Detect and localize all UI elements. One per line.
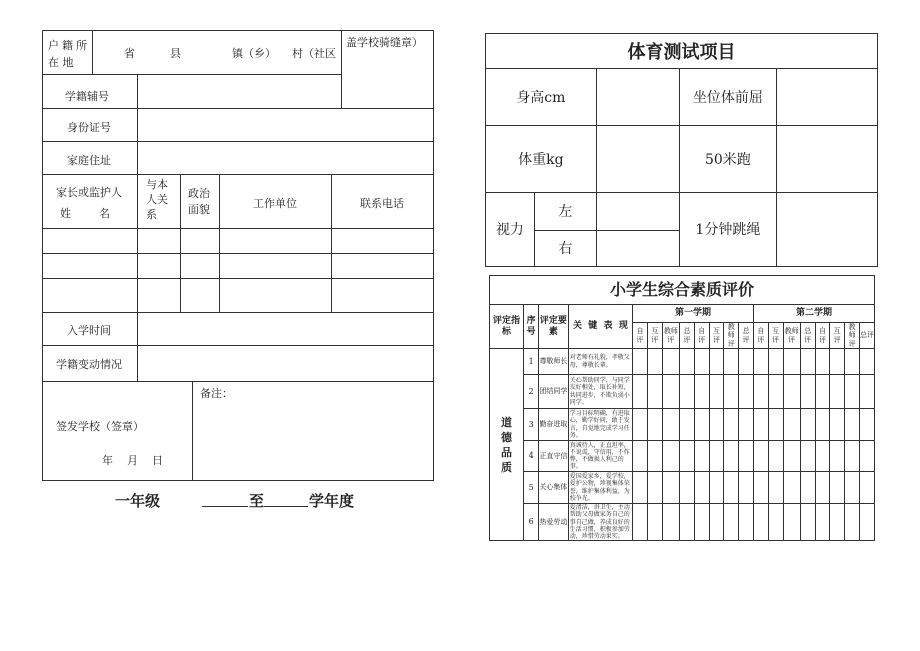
row-description: 真诚待人，正直坦率，不说谎，守信用，不作弊，不做损人利己的事。 bbox=[568, 441, 632, 472]
vision-label: 视力 bbox=[486, 192, 535, 266]
indicator-header: 评定指标 bbox=[490, 305, 524, 349]
evaluation-cell[interactable] bbox=[859, 349, 874, 375]
address-province: 省 bbox=[124, 47, 135, 60]
row-element: 关心集体 bbox=[539, 472, 569, 504]
run50-value-cell bbox=[777, 126, 878, 192]
evaluation-cell[interactable] bbox=[633, 409, 648, 441]
evaluation-cell[interactable] bbox=[739, 504, 754, 541]
evaluation-cell[interactable] bbox=[633, 472, 648, 504]
term1-peer-eval-b: 互评 bbox=[709, 323, 724, 349]
row-number: 1 bbox=[524, 349, 539, 375]
evaluation-cell[interactable] bbox=[753, 409, 768, 441]
evaluation-cell[interactable] bbox=[815, 441, 830, 472]
run50-label: 50米跑 bbox=[679, 126, 777, 192]
vision-right-value-cell bbox=[596, 230, 679, 266]
start-year-blank bbox=[202, 506, 248, 507]
element-header: 评定要素 bbox=[539, 305, 569, 349]
evaluation-cell[interactable] bbox=[633, 441, 648, 472]
evaluation-cell[interactable] bbox=[783, 375, 800, 409]
evaluation-cell[interactable] bbox=[694, 409, 709, 441]
address-county: 县 bbox=[170, 47, 181, 60]
quality-row bbox=[490, 472, 875, 504]
height-label: 身高cm bbox=[486, 69, 597, 126]
end-year-blank bbox=[264, 506, 308, 507]
evaluation-cell[interactable] bbox=[709, 409, 724, 441]
evaluation-cell[interactable] bbox=[633, 504, 648, 541]
evaluation-cell[interactable] bbox=[830, 504, 845, 541]
evaluation-cell[interactable] bbox=[815, 472, 830, 504]
quality-row bbox=[490, 375, 875, 409]
term2-total-eval: 总评 bbox=[800, 323, 815, 349]
evaluation-cell[interactable] bbox=[724, 504, 739, 541]
evaluation-cell[interactable] bbox=[800, 504, 815, 541]
term1-total-eval-b: 总评 bbox=[739, 323, 754, 349]
guardian-label-line2: 姓 名 bbox=[60, 207, 110, 220]
evaluation-cell[interactable] bbox=[859, 504, 874, 541]
evaluation-cell[interactable] bbox=[830, 472, 845, 504]
evaluation-cell[interactable] bbox=[859, 409, 874, 441]
weight-label: 体重kg bbox=[486, 126, 597, 192]
evaluation-cell[interactable] bbox=[800, 375, 815, 409]
term2-peer-eval-b: 互评 bbox=[830, 323, 845, 349]
evaluation-cell[interactable] bbox=[647, 349, 662, 375]
evaluation-cell[interactable] bbox=[830, 375, 845, 409]
evaluation-cell[interactable] bbox=[680, 349, 695, 375]
term1-self-eval: 自评 bbox=[633, 323, 648, 349]
evaluation-cell[interactable] bbox=[647, 375, 662, 409]
evaluation-cell[interactable] bbox=[800, 409, 815, 441]
evaluation-cell[interactable] bbox=[709, 504, 724, 541]
evaluation-cell[interactable] bbox=[739, 441, 754, 472]
vision-left-label: 左 bbox=[534, 192, 596, 230]
evaluation-cell[interactable] bbox=[709, 375, 724, 409]
term1-total-eval: 总评 bbox=[680, 323, 695, 349]
row-element: 正直守信 bbox=[539, 441, 569, 472]
to-label: 至 bbox=[249, 492, 265, 510]
evaluation-cell[interactable] bbox=[753, 504, 768, 541]
rope-value-cell bbox=[777, 192, 878, 266]
evaluation-cell[interactable] bbox=[830, 409, 845, 441]
workplace-header: 工作单位 bbox=[253, 197, 297, 210]
term2-total-eval-b: 总评 bbox=[859, 323, 874, 349]
grade-label: 一年级 bbox=[115, 492, 161, 510]
evaluation-cell[interactable] bbox=[694, 472, 709, 504]
evaluation-cell[interactable] bbox=[845, 375, 860, 409]
row-number: 6 bbox=[524, 504, 539, 541]
evaluation-cell[interactable] bbox=[859, 441, 874, 472]
evaluation-cell[interactable] bbox=[633, 375, 648, 409]
evaluation-cell[interactable] bbox=[845, 409, 860, 441]
row-element: 尊敬师长 bbox=[539, 349, 569, 375]
address-village: 村（社区 bbox=[292, 47, 336, 60]
row-number: 2 bbox=[524, 375, 539, 409]
evaluation-cell[interactable] bbox=[859, 472, 874, 504]
year-label: 学年度 bbox=[309, 492, 355, 510]
evaluation-cell[interactable] bbox=[753, 441, 768, 472]
vision-left-value-cell bbox=[596, 192, 679, 230]
term2-peer-eval: 互评 bbox=[768, 323, 783, 349]
evaluation-cell[interactable] bbox=[647, 409, 662, 441]
evaluation-cell[interactable] bbox=[783, 504, 800, 541]
quality-row bbox=[490, 441, 875, 472]
rope-label: 1分钟跳绳 bbox=[679, 192, 777, 266]
row-number: 5 bbox=[524, 472, 539, 504]
evaluation-cell[interactable] bbox=[680, 472, 695, 504]
term1-self-eval-b: 自评 bbox=[694, 323, 709, 349]
height-value-cell bbox=[596, 69, 679, 126]
evaluation-cell[interactable] bbox=[845, 472, 860, 504]
row-description: 对老师有礼貌，孝敬父母，尊敬长辈。 bbox=[568, 349, 632, 375]
evaluation-cell[interactable] bbox=[753, 349, 768, 375]
evaluation-cell[interactable] bbox=[680, 504, 695, 541]
evaluation-cell[interactable] bbox=[859, 375, 874, 409]
evaluation-cell[interactable] bbox=[768, 472, 783, 504]
evaluation-cell[interactable] bbox=[830, 349, 845, 375]
enroll-label: 入学时间 bbox=[67, 324, 111, 337]
evaluation-cell[interactable] bbox=[709, 349, 724, 375]
evaluation-cell[interactable] bbox=[709, 441, 724, 472]
category-moral-quality: 道 德 品 质 bbox=[490, 349, 524, 541]
term1-teacher-eval: 教师评 bbox=[662, 323, 679, 349]
weight-value-cell bbox=[596, 126, 679, 192]
home-label: 家庭住址 bbox=[67, 154, 111, 167]
term2-teacher-eval-b: 教师评 bbox=[845, 323, 860, 349]
no-header: 序号 bbox=[524, 305, 539, 349]
evaluation-cell[interactable] bbox=[845, 441, 860, 472]
evaluation-cell[interactable] bbox=[815, 409, 830, 441]
political-header: 政治 面貌 bbox=[188, 187, 210, 216]
evaluation-cell[interactable] bbox=[845, 349, 860, 375]
evaluation-cell[interactable] bbox=[662, 409, 679, 441]
evaluation-cell[interactable] bbox=[768, 409, 783, 441]
evaluation-cell[interactable] bbox=[845, 504, 860, 541]
evaluation-cell[interactable] bbox=[724, 472, 739, 504]
evaluation-cell[interactable] bbox=[662, 375, 679, 409]
evaluation-cell[interactable] bbox=[739, 349, 754, 375]
evaluation-cell[interactable] bbox=[783, 472, 800, 504]
evaluation-cell[interactable] bbox=[647, 504, 662, 541]
huji-label-line2: 在 地 bbox=[48, 56, 74, 69]
evaluation-cell[interactable] bbox=[815, 349, 830, 375]
term2-self-eval-b: 自评 bbox=[815, 323, 830, 349]
evaluation-cell[interactable] bbox=[647, 441, 662, 472]
evaluation-cell[interactable] bbox=[815, 375, 830, 409]
evaluation-cell[interactable] bbox=[768, 504, 783, 541]
remark-label: 备注： bbox=[200, 387, 233, 400]
evaluation-cell[interactable] bbox=[800, 441, 815, 472]
evaluation-cell[interactable] bbox=[724, 349, 739, 375]
quality-row bbox=[490, 349, 875, 375]
evaluation-cell[interactable] bbox=[662, 472, 679, 504]
evaluation-cell[interactable] bbox=[694, 349, 709, 375]
sit-reach-value-cell bbox=[777, 69, 878, 126]
row-element: 团结同学 bbox=[539, 375, 569, 409]
evaluation-cell[interactable] bbox=[680, 375, 695, 409]
student-no-label: 学籍辅号 bbox=[65, 90, 109, 103]
term2-self-eval: 自评 bbox=[753, 323, 768, 349]
evaluation-cell[interactable] bbox=[753, 375, 768, 409]
pe-title: 体育测试项目 bbox=[486, 34, 878, 69]
evaluation-cell[interactable] bbox=[783, 441, 800, 472]
evaluation-cell[interactable] bbox=[739, 375, 754, 409]
evaluation-cell[interactable] bbox=[768, 349, 783, 375]
term2-header: 第二学期 bbox=[753, 305, 874, 323]
row-description: 关心帮助同学，与同学友好相处，取长补短，共同进步，不欺负弱小同学。 bbox=[568, 375, 632, 409]
evaluation-cell[interactable] bbox=[783, 349, 800, 375]
quality-title: 小学生综合素质评价 bbox=[490, 276, 875, 305]
quality-eval-table bbox=[489, 275, 875, 541]
term1-header: 第一学期 bbox=[633, 305, 754, 323]
evaluation-cell[interactable] bbox=[768, 441, 783, 472]
id-label: 身份证号 bbox=[67, 121, 111, 134]
evaluation-cell[interactable] bbox=[768, 375, 783, 409]
evaluation-cell[interactable] bbox=[753, 472, 768, 504]
evaluation-cell[interactable] bbox=[800, 349, 815, 375]
term1-peer-eval: 互评 bbox=[647, 323, 662, 349]
huji-label-line1: 户籍所 bbox=[48, 39, 90, 52]
performance-header: 关 键 表 现 bbox=[568, 305, 632, 349]
evaluation-cell[interactable] bbox=[662, 441, 679, 472]
evaluation-cell[interactable] bbox=[662, 349, 679, 375]
row-description: 爱国爱家乡，爱学校，爱护公物，珍视集体荣誉，维护集体利益，为校争光。 bbox=[568, 472, 632, 504]
evaluation-cell[interactable] bbox=[724, 409, 739, 441]
evaluation-cell[interactable] bbox=[680, 441, 695, 472]
evaluation-cell[interactable] bbox=[724, 375, 739, 409]
row-number: 4 bbox=[524, 441, 539, 472]
evaluation-cell[interactable] bbox=[739, 409, 754, 441]
evaluation-cell[interactable] bbox=[724, 441, 739, 472]
evaluation-cell[interactable] bbox=[633, 349, 648, 375]
evaluation-cell[interactable] bbox=[680, 409, 695, 441]
evaluation-cell[interactable] bbox=[815, 504, 830, 541]
row-element: 热爱劳动 bbox=[539, 504, 569, 541]
evaluation-cell[interactable] bbox=[709, 472, 724, 504]
date-label: 年 月 日 bbox=[102, 454, 163, 467]
term1-teacher-eval-b: 教师评 bbox=[724, 323, 739, 349]
change-label: 学籍变动情况 bbox=[56, 358, 122, 371]
row-element: 勤奋进取 bbox=[539, 409, 569, 441]
evaluation-cell[interactable] bbox=[800, 472, 815, 504]
row-number: 3 bbox=[524, 409, 539, 441]
pe-test-table bbox=[485, 33, 878, 267]
evaluation-cell[interactable] bbox=[830, 441, 845, 472]
issuer-label: 签发学校（签章） bbox=[56, 420, 144, 433]
vision-right-label: 右 bbox=[534, 230, 596, 266]
seal-label: 盖学校骑缝章） bbox=[346, 36, 423, 49]
evaluation-cell[interactable] bbox=[739, 472, 754, 504]
evaluation-cell[interactable] bbox=[662, 504, 679, 541]
evaluation-cell[interactable] bbox=[783, 409, 800, 441]
address-town: 镇（乡） bbox=[232, 47, 276, 60]
evaluation-cell[interactable] bbox=[694, 441, 709, 472]
sit-reach-label: 坐位体前屈 bbox=[679, 69, 777, 126]
phone-header: 联系电话 bbox=[360, 197, 404, 210]
evaluation-cell[interactable] bbox=[694, 375, 709, 409]
term2-teacher-eval: 教师评 bbox=[783, 323, 800, 349]
relation-header: 与本 人关 系 bbox=[146, 178, 168, 221]
evaluation-cell[interactable] bbox=[694, 504, 709, 541]
guardian-label-line1: 家长或监护人 bbox=[56, 186, 122, 199]
quality-row bbox=[490, 409, 875, 441]
row-description: 爱清洁，讲卫生，主动帮助父母做家务自己的事自己做，养成良好的生活习惯，积极参加劳动，珍惜劳动果实。 bbox=[568, 504, 632, 541]
quality-row bbox=[490, 504, 875, 541]
row-description: 学习目标明确，有进取心，勤学好问，敢于发言，自觉地完成学习任务。 bbox=[568, 409, 632, 441]
evaluation-cell[interactable] bbox=[647, 472, 662, 504]
